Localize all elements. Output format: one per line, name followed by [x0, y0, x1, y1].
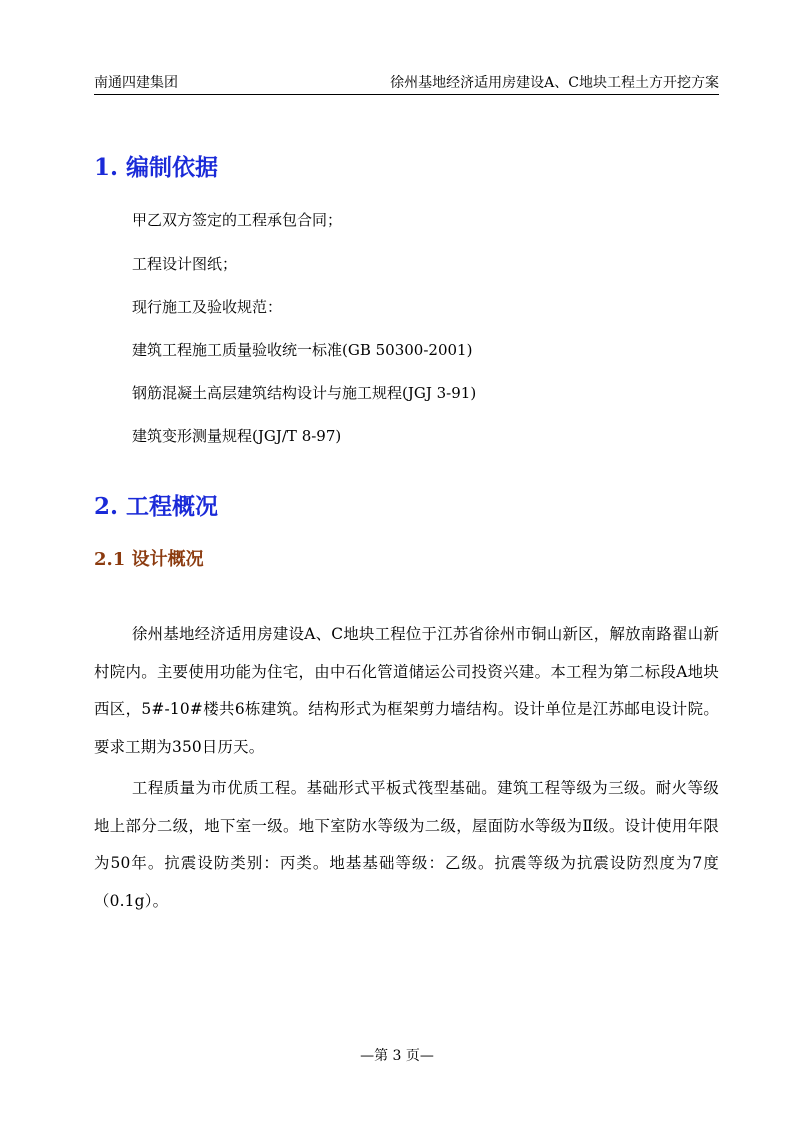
header-project-title: 徐州基地经济适用房建设A、C地块工程土方开挖方案: [390, 75, 719, 91]
header-company: 南通四建集团: [94, 75, 178, 91]
section-2-1-heading: 2.1 设计概况: [94, 549, 204, 570]
basis-item-6: 建筑变形测量规程(JGJ/T 8-97): [132, 427, 342, 445]
design-overview-paragraph-2: 工程质量为市优质工程。基础形式平板式筏型基础。建筑工程等级为三级。耐火等级地上部分二级，地下室一级。地下室防水等级为二级，屋面防水等级为Ⅱ级。设计使用年限为50年。抗震设防类别：丙类。地基基础等级：乙级。抗震等级为抗震设防烈度为7度（0.1g）。: [94, 779, 719, 910]
basis-item-2: 工程设计图纸；: [132, 255, 238, 273]
basis-item-1: 甲乙双方签定的工程承包合同；: [132, 211, 343, 229]
design-overview-paragraph-1: 徐州基地经济适用房建设A、C地块工程位于江苏省徐州市铜山新区，解放南路翟山新村院内。主要使用功能为住宅，由中石化管道储运公司投资兴建。本工程为第二标段A地块西区，5#-10#楼共6栋建筑。结构形式为框架剪力墙结构。设计单位是江苏邮电设计院。要求工期为350日历天。: [94, 625, 719, 756]
section-1-heading: 1. 编制依据: [94, 154, 219, 181]
basis-item-4: 建筑工程施工质量验收统一标准(GB 50300-2001): [132, 341, 473, 359]
page-header: [94, 72, 719, 95]
basis-item-3: 现行施工及验收规范：: [132, 298, 283, 316]
basis-item-5: 钢筋混凝土高层建筑结构设计与施工规程(JGJ 3-91): [132, 384, 477, 402]
section-2-heading: 2. 工程概况: [94, 493, 219, 520]
page-number: —第 3 页—: [360, 1048, 434, 1064]
